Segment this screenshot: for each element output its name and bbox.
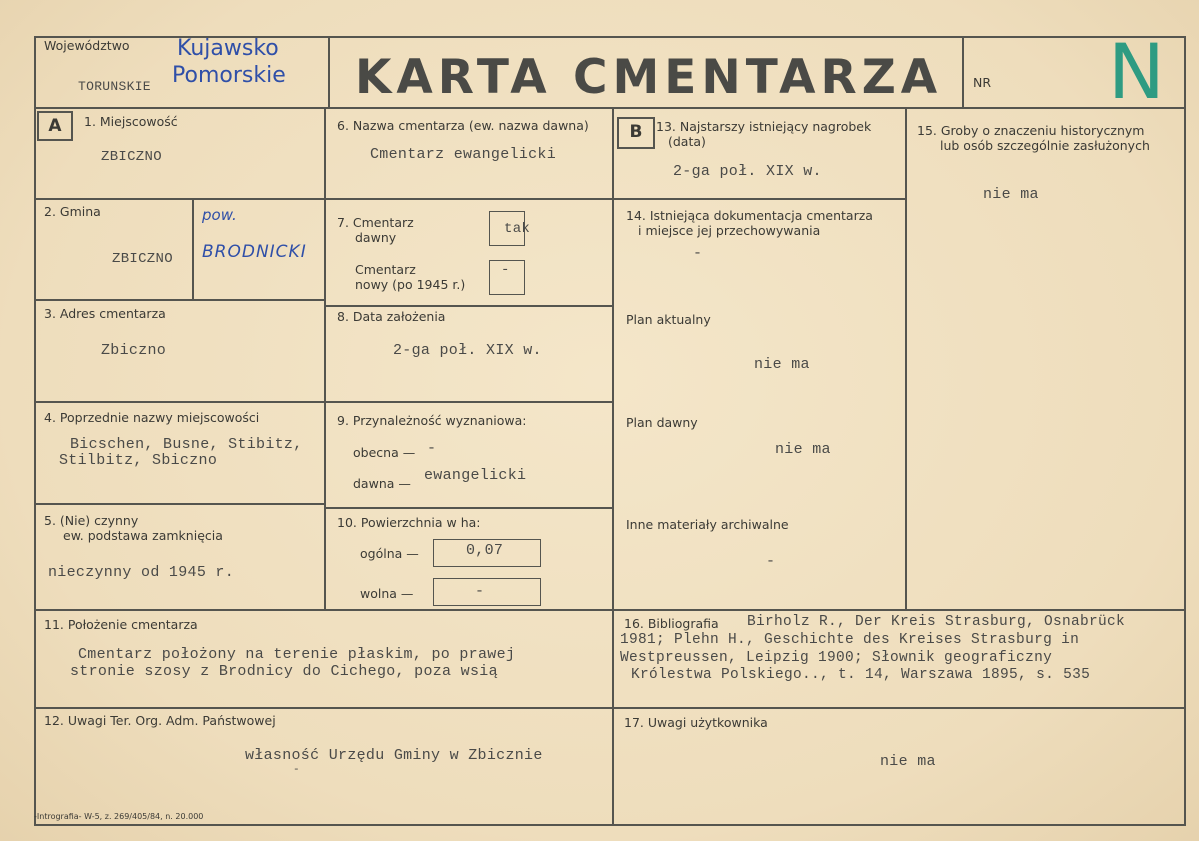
field-16-value-3: Westpreussen, Leipzig 1900; Słownik geograficzny bbox=[620, 650, 1053, 666]
field-16-label: 16. Bibliografia bbox=[624, 616, 719, 631]
wojewodztwo-label: Województwo bbox=[44, 38, 130, 53]
header-divider bbox=[34, 107, 1186, 109]
field-3-label: 3. Adres cmentarza bbox=[44, 306, 166, 321]
field-4-value-1: Bicschen, Busne, Stibitz, bbox=[70, 436, 303, 453]
field-10-label: 10. Powierzchnia w ha: bbox=[337, 515, 481, 530]
field-4-value-2: Stilbitz, Sbiczno bbox=[59, 452, 218, 469]
field-6-value: Cmentarz ewangelicki bbox=[370, 146, 557, 163]
field-11-value-1: Cmentarz położony na terenie płaskim, po prawej bbox=[78, 646, 516, 663]
plan-aktualny-value: nie ma bbox=[754, 356, 810, 373]
row-line bbox=[34, 401, 326, 403]
plan-aktualny-label: Plan aktualny bbox=[626, 312, 711, 327]
field-2-divider bbox=[192, 198, 194, 300]
col-sep-2 bbox=[612, 107, 614, 824]
field-1-label: 1. Miejscowość bbox=[84, 114, 178, 129]
field-9-dawna-value: ewangelicki bbox=[424, 467, 527, 484]
field-2-label: 2. Gmina bbox=[44, 204, 101, 219]
field-10-wolna-value: - bbox=[475, 583, 485, 600]
field-9-label: 9. Przynależność wyznaniowa: bbox=[337, 413, 527, 428]
field-7-label-1: 7. Cmentarz bbox=[337, 215, 414, 230]
inne-materialy-value: - bbox=[766, 553, 776, 570]
row-line bbox=[34, 299, 326, 301]
field-14-value: - bbox=[693, 245, 703, 262]
row-line bbox=[324, 507, 614, 509]
field-7b-label-2: nowy (po 1945 r.) bbox=[355, 277, 466, 292]
field-5-label-1: 5. (Nie) czynny bbox=[44, 513, 139, 528]
field-9-obecna-value: - bbox=[427, 440, 437, 457]
field-6-label: 6. Nazwa cmentarza (ew. nazwa dawna) bbox=[337, 118, 589, 133]
field-1-value: ZBICZNO bbox=[101, 149, 162, 165]
wojewodztwo-handwritten-1: Kujawsko bbox=[177, 36, 279, 61]
field-15-label-1: 15. Groby o znaczeniu historycznym bbox=[917, 123, 1145, 138]
row-line bbox=[34, 609, 1186, 611]
field-7b-value: - bbox=[501, 262, 510, 278]
field-10-wolna-label: wolna — bbox=[360, 586, 414, 601]
field-14-label-2: i miejsce jej przechowywania bbox=[638, 223, 821, 238]
field-3-value: Zbiczno bbox=[101, 342, 167, 359]
field-10-wolna-box[interactable] bbox=[433, 578, 541, 606]
field-5-value: nieczynny od 1945 r. bbox=[48, 564, 235, 581]
wojewodztwo-handwritten-2: Pomorskie bbox=[172, 63, 286, 88]
row-line bbox=[324, 401, 614, 403]
header-sep-1 bbox=[328, 36, 330, 109]
header-sep-2 bbox=[962, 36, 964, 109]
field-12-value-2: - bbox=[293, 764, 300, 776]
field-12-label: 12. Uwagi Ter. Org. Adm. Państwowej bbox=[44, 713, 276, 728]
section-a-marker: A bbox=[37, 111, 73, 141]
row-line bbox=[34, 503, 326, 505]
field-17-label: 17. Uwagi użytkownika bbox=[624, 715, 768, 730]
field-7-label-2: dawny bbox=[355, 230, 397, 245]
field-2-value: ZBICZNO bbox=[112, 251, 173, 267]
field-5-label-2: ew. podstawa zamknięcia bbox=[63, 528, 223, 543]
field-7-value: tak bbox=[504, 221, 531, 237]
inne-materialy-label: Inne materiały archiwalne bbox=[626, 517, 789, 532]
field-8-label: 8. Data założenia bbox=[337, 309, 446, 324]
row-line bbox=[324, 305, 614, 307]
frame-bottom bbox=[34, 824, 1186, 826]
row-line bbox=[34, 707, 1186, 709]
field-9-dawna-label: dawna — bbox=[353, 476, 411, 491]
field-8-value: 2-ga poł. XIX w. bbox=[393, 342, 542, 359]
field-13-value: 2-ga poł. XIX w. bbox=[673, 163, 822, 180]
print-footer: -Intrografia- W-5, z. 269/405/84, n. 20.000 bbox=[34, 812, 204, 821]
field-17-value: nie ma bbox=[880, 753, 936, 770]
nr-value: N bbox=[1108, 27, 1165, 116]
field-10-ogolna-value: 0,07 bbox=[466, 542, 504, 559]
col-sep-3 bbox=[905, 107, 907, 611]
field-11-label: 11. Położenie cmentarza bbox=[44, 617, 198, 632]
row-line bbox=[612, 198, 907, 200]
field-16-value-1: Birholz R., Der Kreis Strasburg, Osnabrück bbox=[747, 614, 1126, 630]
field-10-ogolna-label: ogólna — bbox=[360, 546, 419, 561]
field-15-value: nie ma bbox=[983, 186, 1039, 203]
field-14-label-1: 14. Istniejąca dokumentacja cmentarza bbox=[626, 208, 873, 223]
field-13-label-2: (data) bbox=[668, 134, 706, 149]
field-4-label: 4. Poprzednie nazwy miejscowości bbox=[44, 410, 260, 425]
field-2-pow: pow. bbox=[202, 206, 237, 224]
plan-dawny-label: Plan dawny bbox=[626, 415, 698, 430]
field-16-value-4: Królestwa Polskiego.., t. 14, Warszawa 1895, s. 535 bbox=[631, 667, 1091, 683]
wojewodztwo-typed: TORUNSKIE bbox=[78, 79, 151, 94]
field-13-label-1: 13. Najstarszy istniejący nagrobek bbox=[656, 119, 872, 134]
field-7b-label-1: Cmentarz bbox=[355, 262, 416, 277]
field-2-powiat: BRODNICKI bbox=[202, 242, 307, 262]
field-11-value-2: stronie szosy z Brodnicy do Cichego, poza wsią bbox=[70, 663, 498, 680]
field-15-label-2: lub osób szczególnie zasłużonych bbox=[940, 138, 1150, 153]
page-title: KARTA CMENTARZA bbox=[355, 50, 943, 105]
row-line bbox=[34, 198, 326, 200]
field-16-value-2: 1981; Plehn H., Geschichte des Kreises Strasburg in bbox=[620, 632, 1080, 648]
row-line bbox=[324, 198, 614, 200]
field-12-value: własność Urzędu Gminy w Zbicznie bbox=[245, 747, 543, 764]
plan-dawny-value: nie ma bbox=[775, 441, 831, 458]
field-9-obecna-label: obecna — bbox=[353, 445, 416, 460]
section-b-marker: B bbox=[617, 117, 655, 149]
nr-label: NR bbox=[973, 75, 992, 90]
col-sep-1 bbox=[324, 107, 326, 611]
